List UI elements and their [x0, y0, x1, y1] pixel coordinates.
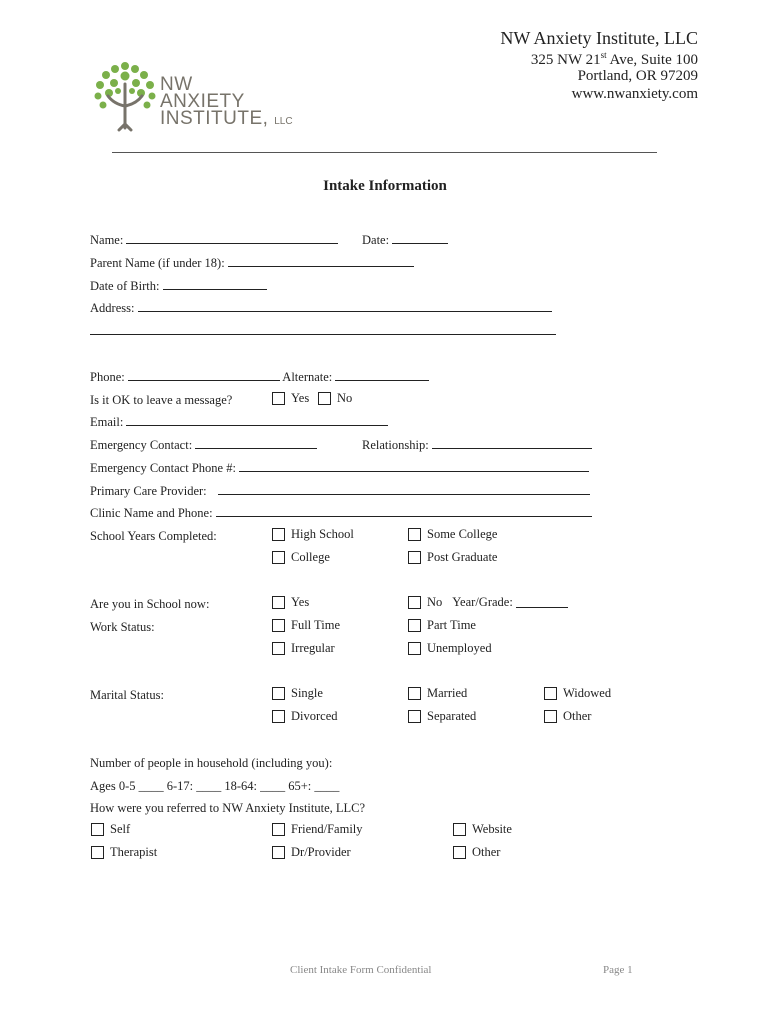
parent-row	[90, 256, 414, 271]
referral-website-option[interactable]	[453, 822, 512, 837]
option-label: Dr/Provider	[291, 845, 351, 859]
pcp-field[interactable]	[218, 484, 590, 495]
emergency-phone-label: Emergency Contact Phone #:	[90, 461, 236, 475]
marital-married-option[interactable]	[408, 686, 467, 701]
address-street: 325 NW 21	[530, 52, 601, 68]
school-high-school-option[interactable]	[272, 527, 354, 542]
in-school-label: Are you in School now:	[90, 597, 210, 611]
emergency-row	[90, 438, 317, 453]
form-title: Intake Information	[323, 178, 447, 194]
checkbox[interactable]	[91, 823, 104, 836]
pcp-label: Primary Care Provider:	[90, 484, 207, 498]
option-label: Some College	[427, 527, 498, 541]
dob-field[interactable]	[163, 279, 267, 290]
checkbox[interactable]	[408, 528, 421, 541]
alternate-field[interactable]	[335, 370, 429, 381]
relationship-label: Relationship:	[362, 438, 429, 452]
checkbox[interactable]	[544, 710, 557, 723]
message-yes-option[interactable]	[272, 391, 309, 406]
email-field[interactable]	[126, 415, 388, 426]
clinic-label: Clinic Name and Phone:	[90, 506, 213, 520]
checkbox[interactable]	[408, 619, 421, 632]
message-label: Is it OK to leave a message?	[90, 393, 233, 407]
clinic-field[interactable]	[216, 506, 592, 517]
referral-dr-provider-option[interactable]	[272, 845, 351, 860]
address-field-2[interactable]	[90, 324, 556, 335]
option-label: Self	[110, 822, 131, 836]
work-part-time-option[interactable]	[408, 618, 476, 633]
marital-divorced-option[interactable]	[272, 709, 338, 724]
referral-label: How were you referred to NW Anxiety Institute, LLC?	[90, 801, 366, 815]
emergency-label: Emergency Contact:	[90, 438, 193, 452]
name-row	[90, 233, 338, 248]
option-label: Married	[427, 686, 468, 700]
checkbox[interactable]	[544, 687, 557, 700]
message-yes-label: Yes	[291, 391, 310, 405]
alternate-label: Alternate:	[282, 370, 333, 384]
checkbox[interactable]	[272, 619, 285, 632]
checkbox[interactable]	[453, 846, 466, 859]
footer-page-number: Page 1	[603, 964, 633, 976]
logo-line-3	[160, 110, 293, 130]
referral-friend-family-option[interactable]	[272, 822, 363, 837]
logo-line-2: ANXIETY	[160, 91, 245, 112]
work-unemployed-option[interactable]	[408, 641, 492, 656]
option-label: Unemployed	[427, 641, 492, 655]
company-name: NW Anxiety Institute, LLC	[500, 28, 698, 48]
email-label: Email:	[90, 415, 124, 429]
message-no-option[interactable]	[318, 391, 352, 406]
checkbox[interactable]	[272, 528, 285, 541]
option-label: Website	[472, 822, 512, 836]
work-label: Work Status:	[90, 620, 155, 634]
option-label: Divorced	[291, 709, 338, 723]
referral-self-option[interactable]	[91, 822, 130, 837]
date-label: Date:	[362, 233, 390, 247]
school-college-option[interactable]	[272, 550, 330, 565]
logo-institute: INSTITUTE,	[160, 108, 269, 129]
checkbox[interactable]	[272, 596, 285, 609]
checkbox[interactable]	[408, 551, 421, 564]
school-post-graduate-option[interactable]	[408, 550, 497, 565]
work-full-time-option[interactable]	[272, 618, 340, 633]
emergency-phone-field[interactable]	[239, 461, 589, 472]
checkbox[interactable]	[272, 687, 285, 700]
checkbox[interactable]	[272, 642, 285, 655]
checkbox[interactable]	[408, 687, 421, 700]
option-label: Single	[291, 686, 323, 700]
checkbox[interactable]	[272, 823, 285, 836]
emergency-field[interactable]	[195, 438, 317, 449]
message-no-checkbox[interactable]	[318, 392, 331, 405]
year-grade-label: Year/Grade:	[452, 595, 513, 609]
marital-label: Marital Status:	[90, 688, 164, 702]
tree-logo-icon	[92, 58, 158, 134]
dob-label: Date of Birth:	[90, 279, 160, 293]
name-field[interactable]	[126, 233, 338, 244]
message-yes-checkbox[interactable]	[272, 392, 285, 405]
email-row	[90, 415, 388, 430]
option-label: Part Time	[427, 618, 476, 632]
marital-separated-option[interactable]	[408, 709, 476, 724]
year-grade-field[interactable]	[516, 597, 568, 608]
footer-confidential: Client Intake Form Confidential	[290, 964, 432, 976]
option-label: Full Time	[291, 618, 340, 632]
website: www.nwanxiety.com	[571, 86, 698, 102]
header-divider	[112, 152, 657, 153]
relationship-field[interactable]	[432, 438, 592, 449]
school-some-college-option[interactable]	[408, 527, 497, 542]
address-sup: st	[600, 50, 607, 60]
phone-row	[90, 370, 429, 385]
option-label: Post Graduate	[427, 550, 498, 564]
parent-label: Parent Name (if under 18):	[90, 256, 225, 270]
address-suite: Ave, Suite 100	[606, 52, 698, 68]
logo-wordmark	[160, 76, 293, 130]
address-label: Address:	[90, 301, 135, 315]
address-field[interactable]	[138, 301, 552, 312]
checkbox[interactable]	[408, 642, 421, 655]
relationship-row	[362, 438, 592, 453]
address-line-2: Portland, OR 97209	[577, 68, 698, 84]
parent-field[interactable]	[228, 256, 414, 267]
ages-label: Ages 0-5 ____ 6-17: ____ 18-64: ____ 65+: ____	[90, 779, 340, 793]
checkbox[interactable]	[453, 823, 466, 836]
name-label: Name:	[90, 233, 124, 247]
date-field[interactable]	[392, 233, 448, 244]
marital-other-option[interactable]	[544, 709, 591, 724]
option-label: Friend/Family	[291, 822, 363, 836]
option-label: High School	[291, 527, 354, 541]
option-label: Other	[563, 709, 592, 723]
address-row-2	[90, 324, 556, 339]
in-school-yes-option[interactable]	[272, 595, 309, 610]
option-label: Yes	[291, 595, 310, 609]
option-label: No	[427, 595, 443, 609]
school-years-label: School Years Completed:	[90, 529, 217, 543]
checkbox[interactable]	[408, 596, 421, 609]
checkbox[interactable]	[91, 846, 104, 859]
phone-field[interactable]	[128, 370, 280, 381]
clinic-row	[90, 506, 592, 521]
referral-therapist-option[interactable]	[91, 845, 157, 860]
address-line-1	[531, 50, 698, 69]
option-label: Therapist	[110, 845, 158, 859]
pcp-row	[90, 484, 590, 499]
logo-line-1: NW	[160, 74, 193, 95]
option-label: Widowed	[563, 686, 612, 700]
option-label: Irregular	[291, 641, 335, 655]
phone-label: Phone:	[90, 370, 125, 384]
logo-llc: LLC	[274, 116, 293, 127]
checkbox[interactable]	[272, 710, 285, 723]
checkbox[interactable]	[272, 846, 285, 859]
marital-single-option[interactable]	[272, 686, 323, 701]
date-row	[362, 233, 448, 248]
dob-row	[90, 279, 267, 294]
address-row	[90, 301, 552, 316]
message-no-label: No	[337, 391, 353, 405]
marital-widowed-option[interactable]	[544, 686, 611, 701]
in-school-no-option[interactable]	[408, 595, 568, 610]
referral-other-option[interactable]	[453, 845, 500, 860]
checkbox[interactable]	[272, 551, 285, 564]
option-label: Other	[472, 845, 501, 859]
emergency-phone-row	[90, 461, 589, 476]
checkbox[interactable]	[408, 710, 421, 723]
household-label: Number of people in household (including you):	[90, 756, 333, 770]
option-label: College	[291, 550, 330, 564]
option-label: Separated	[427, 709, 477, 723]
work-irregular-option[interactable]	[272, 641, 335, 656]
